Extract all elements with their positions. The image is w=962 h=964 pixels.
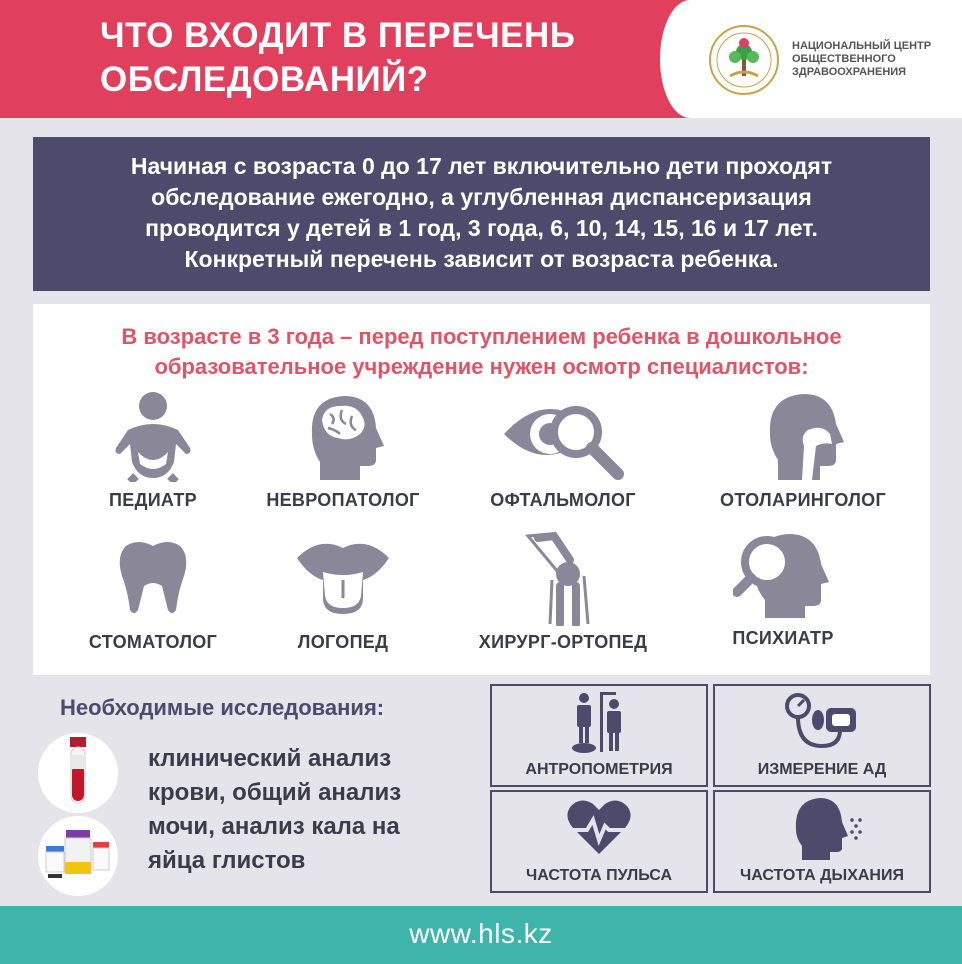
eye-magnifier-icon [498,390,628,482]
specialist-label: ОТОЛАРИНГОЛОГ [720,490,886,510]
measurement-pulse-rate [490,790,708,893]
measurement-blood-pressure [713,684,931,787]
specialist-ophthalmologist [453,390,673,511]
title-line-1: ЧТО ВХОДИТ В ПЕРЕЧЕНЬ [100,16,576,55]
studies-line-3: мочи, анализ кала на [148,813,400,840]
mouth-tongue-icon [293,536,393,616]
measurement-label: АНТРОПОМЕТРИЯ [525,761,673,778]
org-name [792,40,931,79]
specialists-heading-line-2: образовательное учреждение нужен осмотр специалистов: [154,354,809,379]
studies-line-4: яйца глистов [148,847,306,874]
website-link[interactable]: www.hls.kz [409,918,553,949]
org-name-line-2: ОБЩЕСТВЕННОГО [792,53,896,65]
specialists-heading [33,322,930,382]
intro-line-4: Конкретный перечень зависит от возраста ребенка. [184,246,779,272]
studies-line-1: клинический анализ [148,745,392,772]
breathing-icon [782,796,862,860]
tooth-icon [108,536,198,616]
studies-line-2: крови, общий анализ [148,779,402,806]
header [0,0,962,118]
specialist-label: ПЕДИАТР [109,490,197,510]
specialist-dentist [43,536,263,653]
intro-box [33,137,930,291]
studies-text [148,742,401,878]
title-band [0,0,690,118]
sample-jars-icon [38,816,118,896]
measurement-label: ИЗМЕРЕНИЕ АД [757,761,887,778]
brain-head-icon [298,390,388,482]
measurement-label: ЧАСТОТА ДЫХАНИЯ [740,867,904,884]
measurement-label: ЧАСТОТА ПУЛЬСА [525,867,673,884]
intro-line-3: проводится у детей в 1 год, 3 года, 6, 10, 14, 15, 16 и 17 лет. [145,215,818,241]
org-name-line-1: НАЦИОНАЛЬНЫЙ ЦЕНТР [792,40,932,52]
knee-joint-icon [518,530,608,626]
specialist-neurologist [233,390,453,511]
specialist-psychiatrist [673,530,893,649]
blood-tube-icon [38,733,118,813]
org-name-line-3: ЗДРАВООХРАНЕНИЯ [792,66,907,78]
baby-icon [108,390,198,482]
head-magnifier-icon [733,530,833,620]
height-scale-icon [564,690,634,754]
title-line-2: ОБСЛЕДОВАНИЙ? [100,60,429,99]
specialist-otolaryngologist [693,390,913,511]
specialist-speech-therapist [233,536,453,653]
measurement-anthropometry [490,684,708,787]
ncph-logo [708,24,780,96]
specialist-label: СТОМАТОЛОГ [88,632,218,652]
intro-line-2: обследование ежегодно, а углубленная диспансеризация [151,184,812,210]
throat-head-icon [758,390,848,482]
specialist-label: ЛОГОПЕД [297,632,389,652]
heart-pulse-icon [559,796,639,860]
specialist-label: ОФТАЛЬМОЛОГ [490,490,636,510]
blood-pressure-icon [782,690,862,754]
specialist-label: ХИРУРГ-ОРТОПЕД [478,632,648,652]
intro-line-1: Начиная с возраста 0 до 17 лет включительно дети проходят [130,153,833,179]
measurement-breathing-rate [713,790,931,893]
specialist-orthopedic-surgeon [453,530,673,653]
specialist-pediatrician [43,390,263,511]
studies-title: Необходимые исследования: [60,695,385,720]
page-title [100,14,575,102]
measurements-grid [490,684,933,895]
specialist-label: НЕВРОПАТОЛОГ [266,490,420,510]
specialist-label: ПСИХИАТР [732,628,834,648]
specialists-heading-line-1: В возрасте в 3 года – перед поступлением ребенка в дошкольное [121,324,842,349]
footer [0,906,962,964]
specialists-panel [33,304,930,675]
